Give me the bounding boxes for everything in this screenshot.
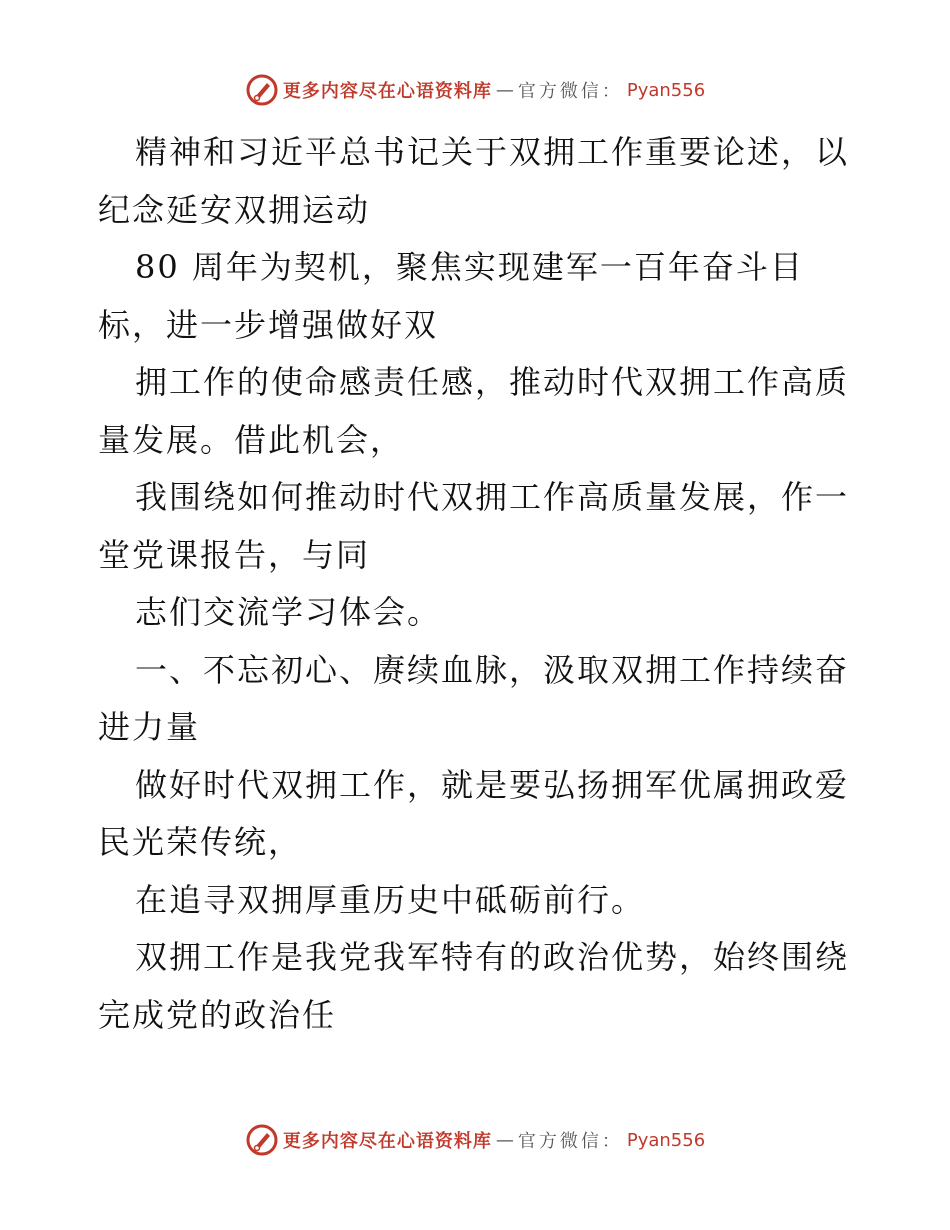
body-line: 堂党课报告，与同	[98, 535, 371, 574]
body-line: 双拥工作是我党我军特有的政治优势，始终围绕	[135, 938, 850, 976]
footer-watermark	[0, 1122, 950, 1158]
watermark-separator: —	[495, 1129, 514, 1151]
body-line: 做好时代双拥工作，就是要弘扬拥军优属拥政爱	[135, 765, 850, 804]
document-body	[98, 124, 858, 1044]
body-line: 80 周年为契机，聚焦实现建军一百年奋斗目	[135, 248, 804, 286]
body-line: 纪念延安双拥运动	[98, 190, 371, 229]
body-line: 完成党的政治任	[98, 995, 337, 1034]
body-line: 在追寻双拥厚重历史中砥砺前行。	[135, 880, 646, 919]
watermark-main-text: 更多内容尽在心语资料库	[282, 81, 492, 102]
watermark-label: 官方微信：	[517, 81, 623, 102]
body-line: 精神和习近平总书记关于双拥工作重要论述，以	[135, 133, 850, 171]
body-line: 量发展。借此机会，	[98, 420, 405, 459]
watermark-id: Pyan556	[626, 79, 706, 101]
watermark-main-text: 更多内容尽在心语资料库	[282, 1131, 492, 1152]
section-heading-line: 一、不忘初心、赓续血脉，汲取双拥工作持续奋	[135, 650, 850, 689]
body-line: 拥工作的使命感责任感，推动时代双拥工作高质	[135, 363, 850, 401]
watermark-label: 官方微信：	[517, 1131, 623, 1152]
pen-logo-icon	[245, 1123, 279, 1157]
header-watermark	[0, 72, 950, 108]
body-line: 标，进一步增强做好双	[98, 305, 439, 344]
watermark-id: Pyan556	[626, 1129, 706, 1151]
body-line: 我围绕如何推动时代双拥工作高质量发展，作一	[135, 478, 850, 516]
body-line: 志们交流学习体会。	[135, 593, 442, 631]
body-line: 民光荣传统，	[98, 823, 303, 861]
pen-logo-icon	[245, 73, 279, 107]
section-heading-line: 进力量	[98, 708, 201, 746]
watermark-separator: —	[495, 79, 514, 101]
